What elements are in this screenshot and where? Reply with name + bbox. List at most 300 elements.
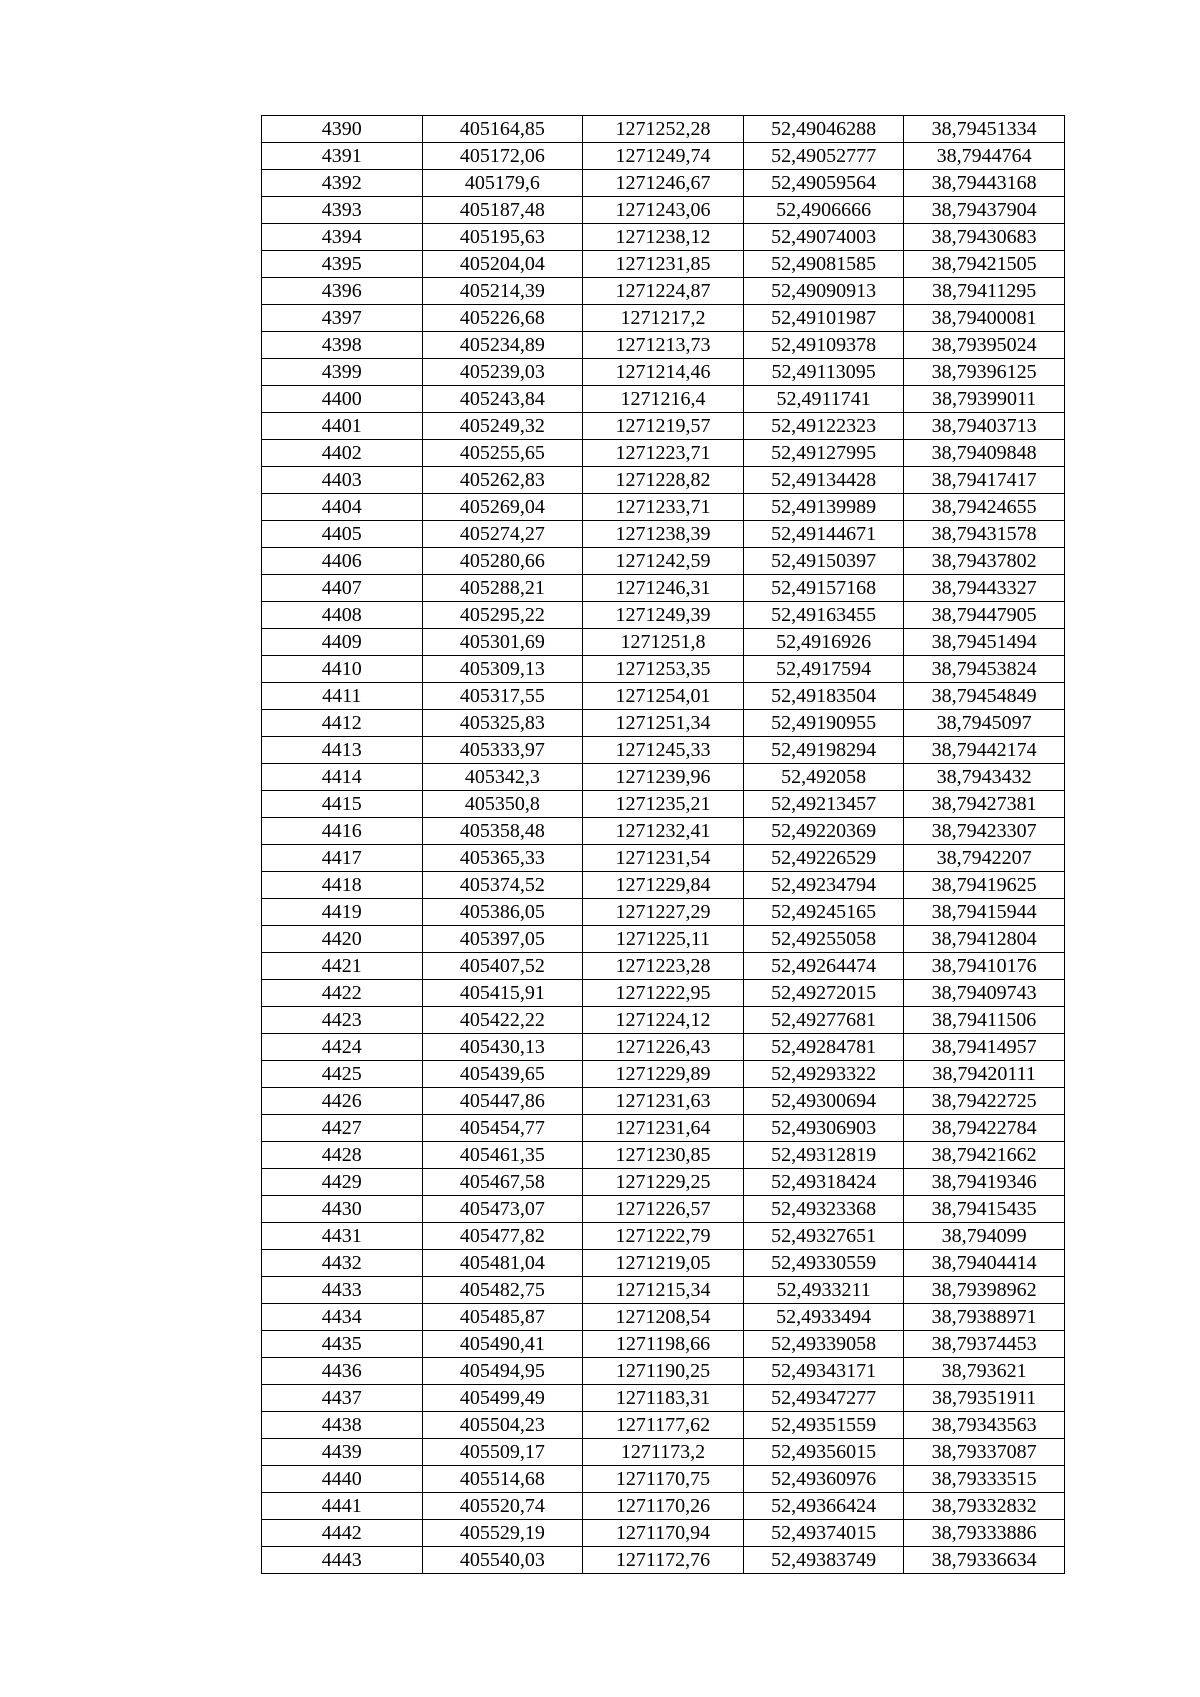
latitude-cell: 52,49255058	[743, 926, 904, 953]
latitude-cell: 52,49284781	[743, 1034, 904, 1061]
y-coordinate-cell: 1271224,12	[583, 1007, 744, 1034]
table-row	[262, 575, 1065, 602]
point-number-cell: 4405	[262, 521, 423, 548]
x-coordinate-cell: 405262,83	[422, 467, 583, 494]
y-coordinate-cell: 1271238,12	[583, 224, 744, 251]
point-number-cell: 4425	[262, 1061, 423, 1088]
point-number-cell: 4411	[262, 683, 423, 710]
point-number-cell: 4414	[262, 764, 423, 791]
longitude-cell: 38,79443327	[904, 575, 1065, 602]
y-coordinate-cell: 1271227,29	[583, 899, 744, 926]
latitude-cell: 52,49052777	[743, 143, 904, 170]
point-number-cell: 4399	[262, 359, 423, 386]
table-row	[262, 629, 1065, 656]
y-coordinate-cell: 1271225,11	[583, 926, 744, 953]
latitude-cell: 52,49183504	[743, 683, 904, 710]
x-coordinate-cell: 405288,21	[422, 575, 583, 602]
y-coordinate-cell: 1271177,62	[583, 1412, 744, 1439]
point-number-cell: 4394	[262, 224, 423, 251]
y-coordinate-cell: 1271249,74	[583, 143, 744, 170]
point-number-cell: 4400	[262, 386, 423, 413]
longitude-cell: 38,79400081	[904, 305, 1065, 332]
table-row	[262, 1061, 1065, 1088]
latitude-cell: 52,49150397	[743, 548, 904, 575]
table-row	[262, 1223, 1065, 1250]
longitude-cell: 38,793621	[904, 1358, 1065, 1385]
y-coordinate-cell: 1271170,26	[583, 1493, 744, 1520]
point-number-cell: 4401	[262, 413, 423, 440]
latitude-cell: 52,49383749	[743, 1547, 904, 1574]
x-coordinate-cell: 405477,82	[422, 1223, 583, 1250]
x-coordinate-cell: 405164,85	[422, 116, 583, 143]
coordinates-table	[261, 115, 1065, 1574]
table-row	[262, 1142, 1065, 1169]
x-coordinate-cell: 405454,77	[422, 1115, 583, 1142]
latitude-cell: 52,49330559	[743, 1250, 904, 1277]
x-coordinate-cell: 405269,04	[422, 494, 583, 521]
x-coordinate-cell: 405358,48	[422, 818, 583, 845]
y-coordinate-cell: 1271245,33	[583, 737, 744, 764]
table-row	[262, 224, 1065, 251]
x-coordinate-cell: 405439,65	[422, 1061, 583, 1088]
longitude-cell: 38,79430683	[904, 224, 1065, 251]
latitude-cell: 52,49113095	[743, 359, 904, 386]
point-number-cell: 4421	[262, 953, 423, 980]
table-row	[262, 1169, 1065, 1196]
table-row	[262, 926, 1065, 953]
table-row	[262, 1277, 1065, 1304]
point-number-cell: 4428	[262, 1142, 423, 1169]
table-row	[262, 548, 1065, 575]
x-coordinate-cell: 405226,68	[422, 305, 583, 332]
table-row	[262, 1115, 1065, 1142]
table-row	[262, 656, 1065, 683]
x-coordinate-cell: 405415,91	[422, 980, 583, 1007]
x-coordinate-cell: 405204,04	[422, 251, 583, 278]
y-coordinate-cell: 1271172,76	[583, 1547, 744, 1574]
table-row	[262, 1034, 1065, 1061]
longitude-cell: 38,79414957	[904, 1034, 1065, 1061]
x-coordinate-cell: 405509,17	[422, 1439, 583, 1466]
longitude-cell: 38,79417417	[904, 467, 1065, 494]
y-coordinate-cell: 1271231,63	[583, 1088, 744, 1115]
longitude-cell: 38,79411506	[904, 1007, 1065, 1034]
latitude-cell: 52,49144671	[743, 521, 904, 548]
point-number-cell: 4416	[262, 818, 423, 845]
x-coordinate-cell: 405342,3	[422, 764, 583, 791]
longitude-cell: 38,7943432	[904, 764, 1065, 791]
point-number-cell: 4418	[262, 872, 423, 899]
point-number-cell: 4430	[262, 1196, 423, 1223]
y-coordinate-cell: 1271170,94	[583, 1520, 744, 1547]
x-coordinate-cell: 405214,39	[422, 278, 583, 305]
table-row	[262, 467, 1065, 494]
x-coordinate-cell: 405461,35	[422, 1142, 583, 1169]
x-coordinate-cell: 405350,8	[422, 791, 583, 818]
point-number-cell: 4407	[262, 575, 423, 602]
x-coordinate-cell: 405540,03	[422, 1547, 583, 1574]
longitude-cell: 38,79412804	[904, 926, 1065, 953]
x-coordinate-cell: 405172,06	[422, 143, 583, 170]
point-number-cell: 4435	[262, 1331, 423, 1358]
x-coordinate-cell: 405529,19	[422, 1520, 583, 1547]
longitude-cell: 38,79420111	[904, 1061, 1065, 1088]
point-number-cell: 4422	[262, 980, 423, 1007]
table-row	[262, 764, 1065, 791]
y-coordinate-cell: 1271229,84	[583, 872, 744, 899]
table-row	[262, 899, 1065, 926]
table-row	[262, 1304, 1065, 1331]
point-number-cell: 4391	[262, 143, 423, 170]
y-coordinate-cell: 1271214,46	[583, 359, 744, 386]
table-row	[262, 1358, 1065, 1385]
y-coordinate-cell: 1271173,2	[583, 1439, 744, 1466]
point-number-cell: 4437	[262, 1385, 423, 1412]
latitude-cell: 52,49366424	[743, 1493, 904, 1520]
y-coordinate-cell: 1271183,31	[583, 1385, 744, 1412]
x-coordinate-cell: 405481,04	[422, 1250, 583, 1277]
table-row	[262, 1466, 1065, 1493]
longitude-cell: 38,79395024	[904, 332, 1065, 359]
y-coordinate-cell: 1271243,06	[583, 197, 744, 224]
longitude-cell: 38,79447905	[904, 602, 1065, 629]
point-number-cell: 4433	[262, 1277, 423, 1304]
point-number-cell: 4404	[262, 494, 423, 521]
longitude-cell: 38,79374453	[904, 1331, 1065, 1358]
y-coordinate-cell: 1271219,05	[583, 1250, 744, 1277]
latitude-cell: 52,49213457	[743, 791, 904, 818]
y-coordinate-cell: 1271249,39	[583, 602, 744, 629]
point-number-cell: 4434	[262, 1304, 423, 1331]
longitude-cell: 38,79409848	[904, 440, 1065, 467]
latitude-cell: 52,49300694	[743, 1088, 904, 1115]
table-row	[262, 845, 1065, 872]
table-row	[262, 1412, 1065, 1439]
point-number-cell: 4420	[262, 926, 423, 953]
y-coordinate-cell: 1271228,82	[583, 467, 744, 494]
table-row	[262, 953, 1065, 980]
longitude-cell: 38,79336634	[904, 1547, 1065, 1574]
table-row	[262, 737, 1065, 764]
point-number-cell: 4441	[262, 1493, 423, 1520]
point-number-cell: 4423	[262, 1007, 423, 1034]
point-number-cell: 4397	[262, 305, 423, 332]
latitude-cell: 52,4906666	[743, 197, 904, 224]
y-coordinate-cell: 1271190,25	[583, 1358, 744, 1385]
x-coordinate-cell: 405301,69	[422, 629, 583, 656]
y-coordinate-cell: 1271208,54	[583, 1304, 744, 1331]
x-coordinate-cell: 405514,68	[422, 1466, 583, 1493]
latitude-cell: 52,49306903	[743, 1115, 904, 1142]
point-number-cell: 4403	[262, 467, 423, 494]
x-coordinate-cell: 405243,84	[422, 386, 583, 413]
y-coordinate-cell: 1271231,64	[583, 1115, 744, 1142]
latitude-cell: 52,49059564	[743, 170, 904, 197]
longitude-cell: 38,79454849	[904, 683, 1065, 710]
x-coordinate-cell: 405397,05	[422, 926, 583, 953]
point-number-cell: 4417	[262, 845, 423, 872]
point-number-cell: 4429	[262, 1169, 423, 1196]
table-row	[262, 1439, 1065, 1466]
latitude-cell: 52,49190955	[743, 710, 904, 737]
latitude-cell: 52,4916926	[743, 629, 904, 656]
longitude-cell: 38,79415435	[904, 1196, 1065, 1223]
table-row	[262, 170, 1065, 197]
latitude-cell: 52,49293322	[743, 1061, 904, 1088]
table-row	[262, 1250, 1065, 1277]
longitude-cell: 38,79351911	[904, 1385, 1065, 1412]
longitude-cell: 38,79451334	[904, 116, 1065, 143]
x-coordinate-cell: 405520,74	[422, 1493, 583, 1520]
x-coordinate-cell: 405485,87	[422, 1304, 583, 1331]
point-number-cell: 4424	[262, 1034, 423, 1061]
table-row	[262, 872, 1065, 899]
x-coordinate-cell: 405234,89	[422, 332, 583, 359]
x-coordinate-cell: 405407,52	[422, 953, 583, 980]
point-number-cell: 4419	[262, 899, 423, 926]
longitude-cell: 38,79343563	[904, 1412, 1065, 1439]
point-number-cell: 4413	[262, 737, 423, 764]
longitude-cell: 38,79419625	[904, 872, 1065, 899]
longitude-cell: 38,79422784	[904, 1115, 1065, 1142]
point-number-cell: 4398	[262, 332, 423, 359]
point-number-cell: 4443	[262, 1547, 423, 1574]
longitude-cell: 38,79398962	[904, 1277, 1065, 1304]
latitude-cell: 52,49101987	[743, 305, 904, 332]
y-coordinate-cell: 1271254,01	[583, 683, 744, 710]
table-row	[262, 710, 1065, 737]
x-coordinate-cell: 405499,49	[422, 1385, 583, 1412]
latitude-cell: 52,49139989	[743, 494, 904, 521]
latitude-cell: 52,49122323	[743, 413, 904, 440]
y-coordinate-cell: 1271232,41	[583, 818, 744, 845]
x-coordinate-cell: 405333,97	[422, 737, 583, 764]
longitude-cell: 38,79388971	[904, 1304, 1065, 1331]
x-coordinate-cell: 405195,63	[422, 224, 583, 251]
longitude-cell: 38,79409743	[904, 980, 1065, 1007]
x-coordinate-cell: 405504,23	[422, 1412, 583, 1439]
table-row	[262, 602, 1065, 629]
longitude-cell: 38,79419346	[904, 1169, 1065, 1196]
x-coordinate-cell: 405239,03	[422, 359, 583, 386]
point-number-cell: 4412	[262, 710, 423, 737]
longitude-cell: 38,7944764	[904, 143, 1065, 170]
table-row	[262, 494, 1065, 521]
longitude-cell: 38,79410176	[904, 953, 1065, 980]
latitude-cell: 52,49264474	[743, 953, 904, 980]
point-number-cell: 4431	[262, 1223, 423, 1250]
latitude-cell: 52,49351559	[743, 1412, 904, 1439]
point-number-cell: 4432	[262, 1250, 423, 1277]
latitude-cell: 52,4933494	[743, 1304, 904, 1331]
y-coordinate-cell: 1271246,67	[583, 170, 744, 197]
point-number-cell: 4393	[262, 197, 423, 224]
y-coordinate-cell: 1271222,95	[583, 980, 744, 1007]
latitude-cell: 52,49127995	[743, 440, 904, 467]
y-coordinate-cell: 1271231,85	[583, 251, 744, 278]
longitude-cell: 38,79333515	[904, 1466, 1065, 1493]
x-coordinate-cell: 405255,65	[422, 440, 583, 467]
x-coordinate-cell: 405374,52	[422, 872, 583, 899]
longitude-cell: 38,7945097	[904, 710, 1065, 737]
latitude-cell: 52,49347277	[743, 1385, 904, 1412]
latitude-cell: 52,49343171	[743, 1358, 904, 1385]
table-row	[262, 521, 1065, 548]
table-row	[262, 1520, 1065, 1547]
longitude-cell: 38,79424655	[904, 494, 1065, 521]
longitude-cell: 38,79411295	[904, 278, 1065, 305]
longitude-cell: 38,79404414	[904, 1250, 1065, 1277]
y-coordinate-cell: 1271251,8	[583, 629, 744, 656]
longitude-cell: 38,79427381	[904, 791, 1065, 818]
latitude-cell: 52,49318424	[743, 1169, 904, 1196]
y-coordinate-cell: 1271231,54	[583, 845, 744, 872]
coordinates-table-body	[262, 116, 1065, 1574]
x-coordinate-cell: 405274,27	[422, 521, 583, 548]
x-coordinate-cell: 405317,55	[422, 683, 583, 710]
table-row	[262, 1331, 1065, 1358]
x-coordinate-cell: 405473,07	[422, 1196, 583, 1223]
x-coordinate-cell: 405187,48	[422, 197, 583, 224]
table-row	[262, 1007, 1065, 1034]
y-coordinate-cell: 1271223,28	[583, 953, 744, 980]
latitude-cell: 52,49323368	[743, 1196, 904, 1223]
longitude-cell: 38,79421662	[904, 1142, 1065, 1169]
point-number-cell: 4426	[262, 1088, 423, 1115]
x-coordinate-cell: 405422,22	[422, 1007, 583, 1034]
latitude-cell: 52,49374015	[743, 1520, 904, 1547]
point-number-cell: 4440	[262, 1466, 423, 1493]
point-number-cell: 4402	[262, 440, 423, 467]
y-coordinate-cell: 1271226,43	[583, 1034, 744, 1061]
longitude-cell: 38,7942207	[904, 845, 1065, 872]
longitude-cell: 38,79396125	[904, 359, 1065, 386]
y-coordinate-cell: 1271213,73	[583, 332, 744, 359]
table-row	[262, 305, 1065, 332]
latitude-cell: 52,49360976	[743, 1466, 904, 1493]
y-coordinate-cell: 1271229,89	[583, 1061, 744, 1088]
longitude-cell: 38,79333886	[904, 1520, 1065, 1547]
y-coordinate-cell: 1271246,31	[583, 575, 744, 602]
table-row	[262, 1493, 1065, 1520]
x-coordinate-cell: 405467,58	[422, 1169, 583, 1196]
table-row	[262, 332, 1065, 359]
table-row	[262, 440, 1065, 467]
y-coordinate-cell: 1271229,25	[583, 1169, 744, 1196]
longitude-cell: 38,79451494	[904, 629, 1065, 656]
longitude-cell: 38,79421505	[904, 251, 1065, 278]
latitude-cell: 52,49277681	[743, 1007, 904, 1034]
latitude-cell: 52,4911741	[743, 386, 904, 413]
y-coordinate-cell: 1271223,71	[583, 440, 744, 467]
point-number-cell: 4439	[262, 1439, 423, 1466]
y-coordinate-cell: 1271252,28	[583, 116, 744, 143]
x-coordinate-cell: 405295,22	[422, 602, 583, 629]
table-row	[262, 980, 1065, 1007]
x-coordinate-cell: 405249,32	[422, 413, 583, 440]
longitude-cell: 38,79337087	[904, 1439, 1065, 1466]
longitude-cell: 38,79422725	[904, 1088, 1065, 1115]
point-number-cell: 4395	[262, 251, 423, 278]
table-row	[262, 1088, 1065, 1115]
longitude-cell: 38,79403713	[904, 413, 1065, 440]
longitude-cell: 38,79431578	[904, 521, 1065, 548]
point-number-cell: 4436	[262, 1358, 423, 1385]
y-coordinate-cell: 1271251,34	[583, 710, 744, 737]
y-coordinate-cell: 1271170,75	[583, 1466, 744, 1493]
point-number-cell: 4438	[262, 1412, 423, 1439]
y-coordinate-cell: 1271224,87	[583, 278, 744, 305]
point-number-cell: 4442	[262, 1520, 423, 1547]
latitude-cell: 52,49134428	[743, 467, 904, 494]
point-number-cell: 4406	[262, 548, 423, 575]
latitude-cell: 52,49198294	[743, 737, 904, 764]
latitude-cell: 52,49220369	[743, 818, 904, 845]
latitude-cell: 52,49163455	[743, 602, 904, 629]
x-coordinate-cell: 405309,13	[422, 656, 583, 683]
table-row	[262, 818, 1065, 845]
point-number-cell: 4415	[262, 791, 423, 818]
point-number-cell: 4410	[262, 656, 423, 683]
y-coordinate-cell: 1271198,66	[583, 1331, 744, 1358]
latitude-cell: 52,49327651	[743, 1223, 904, 1250]
point-number-cell: 4427	[262, 1115, 423, 1142]
latitude-cell: 52,4917594	[743, 656, 904, 683]
longitude-cell: 38,79443168	[904, 170, 1065, 197]
table-row	[262, 143, 1065, 170]
y-coordinate-cell: 1271233,71	[583, 494, 744, 521]
y-coordinate-cell: 1271242,59	[583, 548, 744, 575]
x-coordinate-cell: 405280,66	[422, 548, 583, 575]
latitude-cell: 52,49339058	[743, 1331, 904, 1358]
table-row	[262, 116, 1065, 143]
table-row	[262, 386, 1065, 413]
longitude-cell: 38,79399011	[904, 386, 1065, 413]
y-coordinate-cell: 1271235,21	[583, 791, 744, 818]
x-coordinate-cell: 405494,95	[422, 1358, 583, 1385]
x-coordinate-cell: 405179,6	[422, 170, 583, 197]
latitude-cell: 52,49081585	[743, 251, 904, 278]
longitude-cell: 38,79442174	[904, 737, 1065, 764]
table-row	[262, 1547, 1065, 1574]
table-row	[262, 1385, 1065, 1412]
x-coordinate-cell: 405386,05	[422, 899, 583, 926]
table-row	[262, 278, 1065, 305]
latitude-cell: 52,492058	[743, 764, 904, 791]
latitude-cell: 52,49245165	[743, 899, 904, 926]
longitude-cell: 38,79332832	[904, 1493, 1065, 1520]
y-coordinate-cell: 1271215,34	[583, 1277, 744, 1304]
table-row	[262, 683, 1065, 710]
y-coordinate-cell: 1271238,39	[583, 521, 744, 548]
y-coordinate-cell: 1271222,79	[583, 1223, 744, 1250]
point-number-cell: 4392	[262, 170, 423, 197]
y-coordinate-cell: 1271216,4	[583, 386, 744, 413]
latitude-cell: 52,49074003	[743, 224, 904, 251]
y-coordinate-cell: 1271226,57	[583, 1196, 744, 1223]
x-coordinate-cell: 405490,41	[422, 1331, 583, 1358]
table-row	[262, 413, 1065, 440]
x-coordinate-cell: 405482,75	[422, 1277, 583, 1304]
point-number-cell: 4408	[262, 602, 423, 629]
table-row	[262, 1196, 1065, 1223]
latitude-cell: 52,49109378	[743, 332, 904, 359]
x-coordinate-cell: 405447,86	[422, 1088, 583, 1115]
point-number-cell: 4390	[262, 116, 423, 143]
x-coordinate-cell: 405430,13	[422, 1034, 583, 1061]
longitude-cell: 38,79415944	[904, 899, 1065, 926]
longitude-cell: 38,79423307	[904, 818, 1065, 845]
